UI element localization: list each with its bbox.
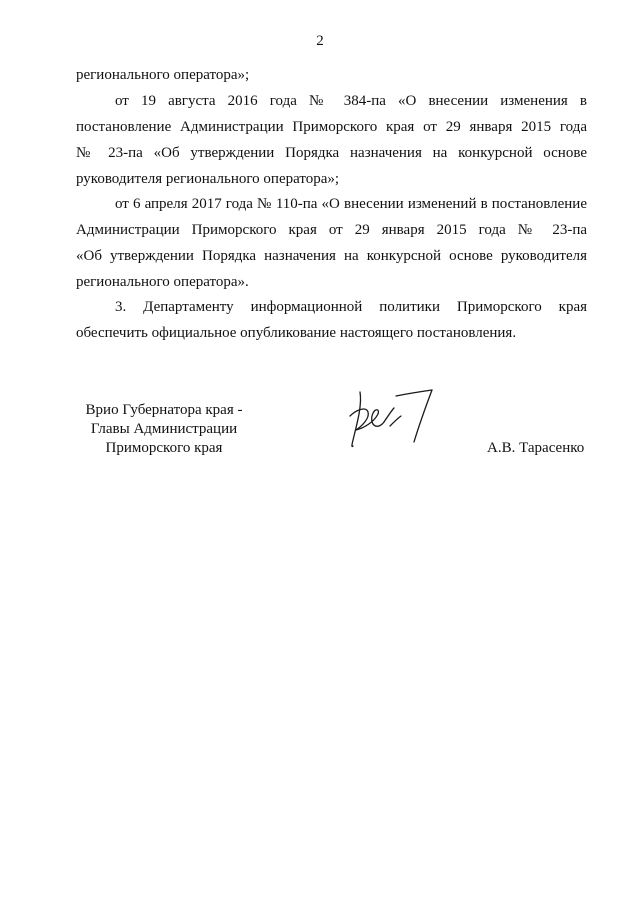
paragraph-amendment-2017	[76, 191, 587, 295]
text-line: Администрации Приморского края от 29 января 2015 года № 23-па	[76, 222, 587, 238]
paragraph-item-3	[76, 294, 587, 346]
text-line: постановление Администрации Приморского края от 29 января 2015 года	[76, 119, 587, 135]
text-line: «Об утверждении Порядка назначения на конкурсной основе руководителя	[76, 248, 587, 264]
text-line: от 19 августа 2016 года № 384-па «О внесении изменения в	[115, 93, 587, 109]
text-line: № 23-па «Об утверждении Порядка назначения на конкурсной основе	[76, 145, 587, 161]
signatory-position-line: Главы Администрации	[90, 421, 238, 437]
text-line: регионального оператора»;	[76, 67, 250, 83]
text-line: руководителя регионального оператора»;	[76, 171, 340, 187]
text-line: обеспечить официальное опубликование настоящего постановления.	[76, 325, 517, 341]
text-line: от 6 апреля 2017 года № 110-па «О внесении изменений в постановление	[115, 196, 587, 212]
signatory-position	[79, 401, 249, 458]
signatory-position-line: Приморского края	[105, 440, 223, 456]
paragraph-amendment-2016	[76, 88, 587, 192]
handwritten-signature	[346, 386, 436, 452]
text-line: регионального оператора».	[76, 274, 249, 290]
signatory-name: А.В. Тарасенко	[487, 440, 585, 456]
signatory-position-line: Врио Губернатора края -	[85, 402, 243, 418]
text-line: 3. Департаменту информационной политики Приморского края	[115, 299, 587, 315]
page-number: 2	[316, 33, 324, 49]
paragraph-continuation	[76, 62, 587, 88]
